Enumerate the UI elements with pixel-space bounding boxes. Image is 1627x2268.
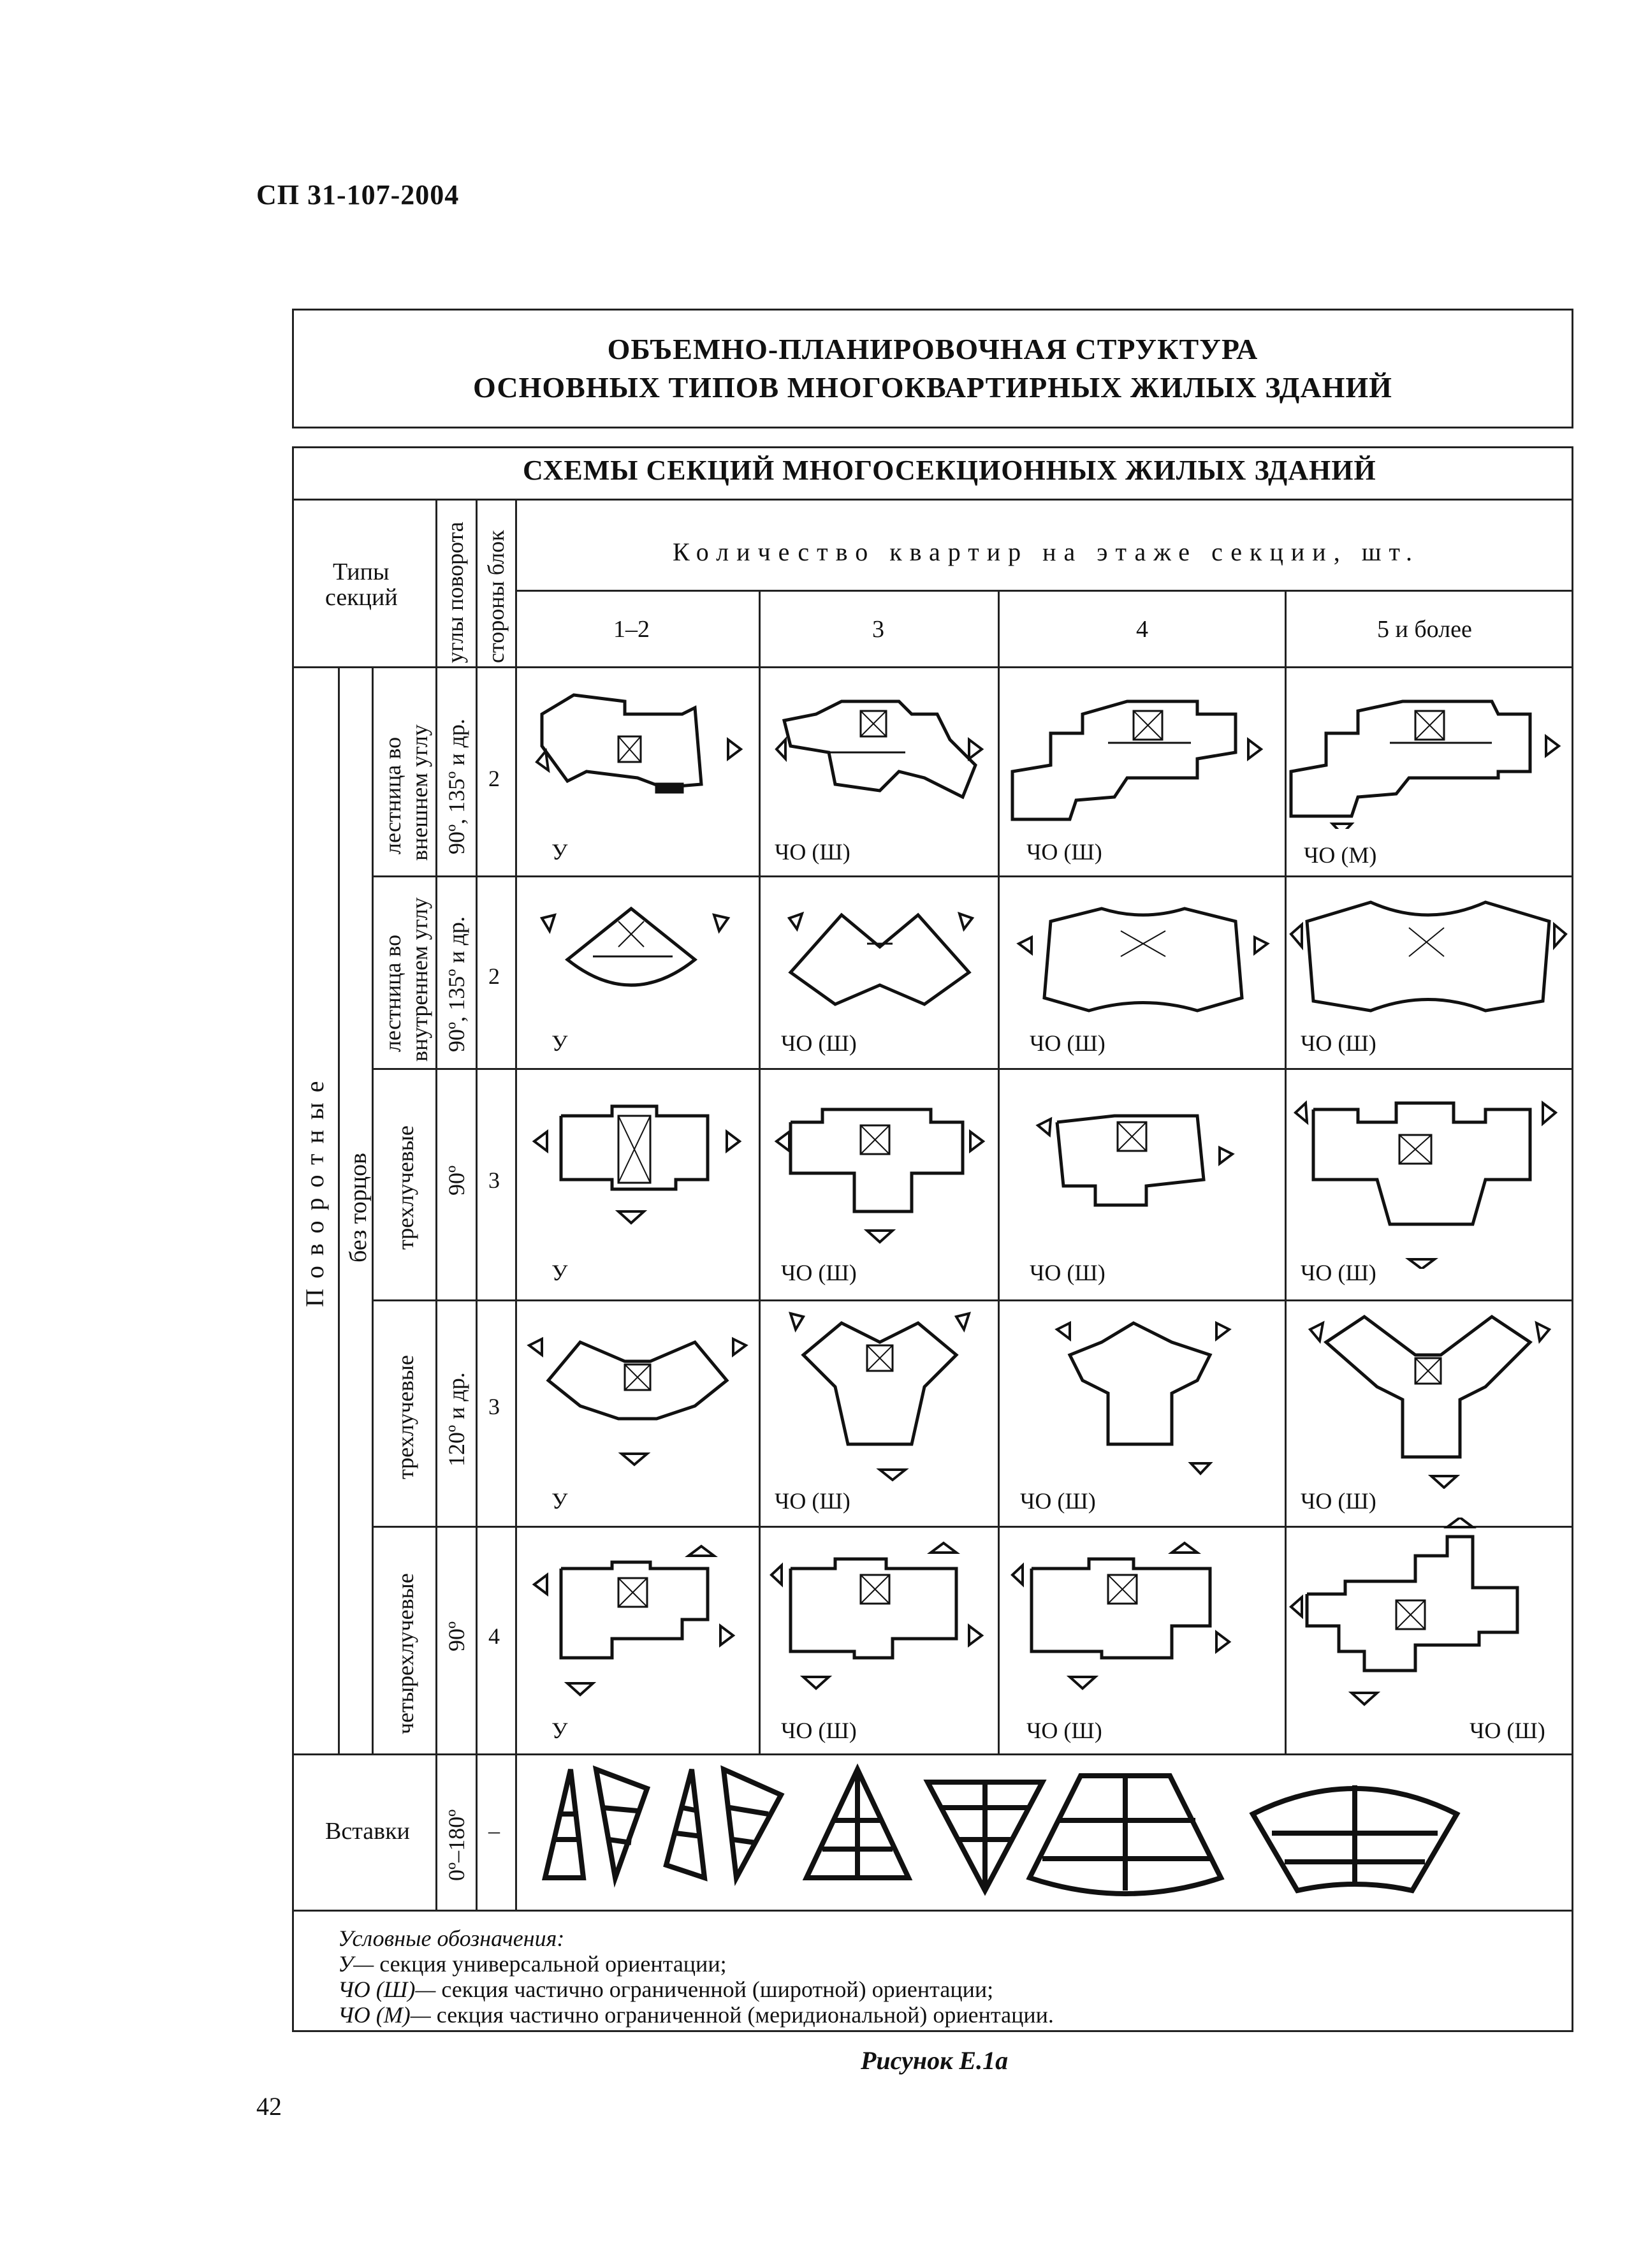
- row5-tag-c4: ЧО (Ш): [1470, 1718, 1545, 1743]
- title-line-2: ОСНОВНЫХ ТИПОВ МНОГОКВАРТИРНЫХ ЖИЛЫХ ЗДАНИЙ: [473, 371, 1392, 404]
- row1-sides: 2: [488, 766, 500, 791]
- scheme-r5-c2: [765, 1530, 995, 1715]
- scheme-r5-c1: [523, 1530, 752, 1715]
- scheme-r4-c3: [1006, 1304, 1280, 1482]
- legend: [338, 1926, 1054, 2028]
- legend-item-cho-m: [338, 2002, 1054, 2028]
- row3-tag-c4: ЧО (Ш): [1301, 1260, 1376, 1285]
- row5-tag-c1: У: [551, 1718, 568, 1743]
- row3-tag-c1: У: [551, 1260, 568, 1285]
- header-apartment-count: Количество квартир на этаже секции, шт.: [673, 538, 1420, 566]
- scheme-r2-c4: [1288, 883, 1568, 1030]
- inserts-label: Вставки: [325, 1818, 410, 1845]
- row2-sides: 2: [488, 963, 500, 989]
- row5-sides: 4: [488, 1623, 500, 1649]
- row2-type-line1: лестница во: [380, 934, 405, 1052]
- scheme-r3-c1: [523, 1078, 752, 1256]
- header-types-line2: секций: [325, 584, 398, 611]
- header-block-sides: стороны блок: [483, 530, 509, 663]
- legend-key: ЧО (М)—: [338, 2002, 431, 2028]
- scheme-r1-c3: [1006, 676, 1280, 829]
- table-subtitle: СХЕМЫ СЕКЦИЙ МНОГОСЕКЦИОННЫХ ЖИЛЫХ ЗДАНИЙ: [523, 455, 1376, 486]
- figure-caption: Рисунок Е.1а: [861, 2046, 1009, 2075]
- page-number: 42: [256, 2092, 282, 2121]
- document-code: СП 31-107-2004: [256, 179, 460, 210]
- scheme-r1-c1: [523, 676, 752, 829]
- row4-tag-c4: ЧО (Ш): [1301, 1488, 1376, 1514]
- scheme-r3-c4: [1288, 1078, 1568, 1269]
- scheme-r2-c2: [765, 883, 995, 1030]
- scheme-r3-c2: [765, 1078, 995, 1256]
- row2-type-line2: внутреннем углу: [407, 897, 432, 1062]
- legend-key: ЧО (Ш)—: [338, 1977, 436, 2002]
- col-header-3: 3: [872, 616, 884, 643]
- col-header-4: 4: [1136, 616, 1148, 643]
- row1-type-line2: внешнем углу: [407, 724, 432, 861]
- scheme-r5-c4: [1288, 1518, 1568, 1709]
- scheme-r1-c4: [1288, 676, 1568, 829]
- row5-angle: 90º: [444, 1621, 469, 1651]
- insert-wedge-3: [666, 1769, 704, 1878]
- legend-item-u: [338, 1951, 1054, 1977]
- row4-type: трехлучевые: [393, 1355, 418, 1479]
- row1-tag-c3: ЧО (Ш): [1026, 839, 1102, 865]
- scheme-r4-c2: [765, 1304, 995, 1482]
- insert-wedge-4: [724, 1769, 781, 1878]
- row1-tag-c2: ЧО (Ш): [775, 839, 850, 865]
- title-box: [292, 309, 1573, 428]
- legend-text: секция универсальной ориентации;: [374, 1951, 727, 1977]
- insert-triangle-down: [928, 1782, 1042, 1891]
- group-label-rotating: Поворотные: [300, 1071, 329, 1307]
- header-rotation-angles: углы поворота: [442, 522, 468, 663]
- insert-wedge-1: [545, 1769, 583, 1878]
- row3-type: трехлучевые: [393, 1125, 418, 1250]
- scheme-r1-c2: [765, 676, 995, 829]
- row5-tag-c2: ЧО (Ш): [781, 1718, 857, 1743]
- scheme-r5-c3: [1006, 1530, 1280, 1715]
- row4-sides: 3: [488, 1394, 500, 1419]
- row2-tag-c2: ЧО (Ш): [781, 1030, 857, 1056]
- insert-wedge-2: [596, 1769, 647, 1878]
- row1-tag-c4: ЧО (М): [1304, 842, 1377, 868]
- row2-tag-c3: ЧО (Ш): [1030, 1030, 1105, 1056]
- scheme-r3-c3: [1006, 1078, 1280, 1256]
- subgroup-label-no-ends: без торцов: [345, 1152, 372, 1262]
- col-header-5-more: 5 и более: [1377, 616, 1472, 643]
- legend-item-cho-sh: [338, 1977, 1054, 2002]
- row1-angle: 90º, 135º и др.: [444, 719, 469, 854]
- inserts-schemes: [520, 1757, 1568, 1906]
- scheme-r4-c1: [523, 1304, 752, 1476]
- row4-angle: 120º и др.: [444, 1372, 469, 1467]
- row5-tag-c3: ЧО (Ш): [1026, 1718, 1102, 1743]
- header-types-line1: Типы: [333, 559, 390, 585]
- row4-tag-c1: У: [551, 1488, 568, 1514]
- legend-text: секция частично ограниченной (меридиональной) ориентации.: [430, 2002, 1054, 2028]
- row3-sides: 3: [488, 1167, 500, 1193]
- legend-text: секция частично ограниченной (широтной) ориентации;: [435, 1977, 994, 2002]
- inserts-sides: –: [488, 1818, 500, 1843]
- row3-tag-c3: ЧО (Ш): [1030, 1260, 1105, 1285]
- row3-angle: 90º: [444, 1165, 469, 1196]
- row2-angle: 90º, 135º и др.: [444, 916, 469, 1052]
- insert-triangle-up: [806, 1769, 908, 1878]
- row2-tag-c4: ЧО (Ш): [1301, 1030, 1376, 1056]
- row4-tag-c2: ЧО (Ш): [775, 1488, 850, 1514]
- row5-type: четырехлучевые: [393, 1573, 418, 1734]
- legend-heading: Условные обозначения:: [338, 1926, 565, 1951]
- row1-tag-c1: У: [551, 839, 568, 865]
- scheme-r2-c3: [1006, 883, 1280, 1030]
- title-line-1: ОБЪЕМНО-ПЛАНИРОВОЧНАЯ СТРУКТУРА: [607, 333, 1259, 365]
- row4-tag-c3: ЧО (Ш): [1020, 1488, 1096, 1514]
- row2-tag-c1: У: [551, 1030, 568, 1056]
- scheme-r2-c1: [523, 883, 752, 1030]
- col-header-1-2: 1–2: [613, 616, 650, 643]
- row3-tag-c2: ЧО (Ш): [781, 1260, 857, 1285]
- scheme-r4-c4: [1288, 1304, 1568, 1489]
- insert-fan-2: [1253, 1785, 1457, 1891]
- inserts-angle: 0º–180º: [444, 1809, 469, 1881]
- insert-fan-1: [1030, 1776, 1221, 1894]
- row1-type-line1: лестница во: [380, 736, 405, 854]
- legend-key: У—: [338, 1951, 374, 1977]
